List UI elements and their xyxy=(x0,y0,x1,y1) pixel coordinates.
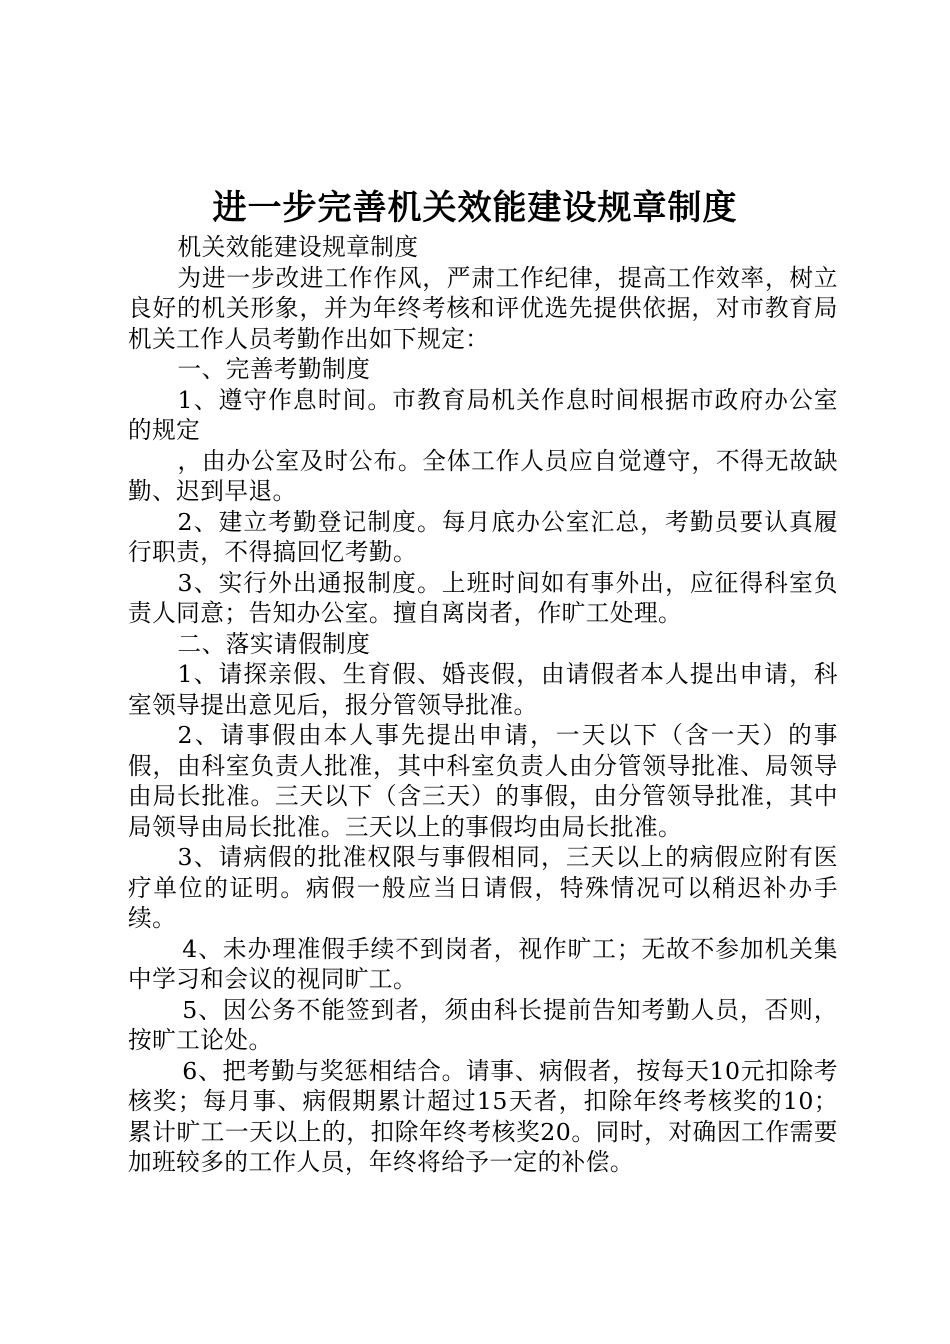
paragraph-item: 1、请探亲假、生育假、婚丧假，由请假者本人提出申请，科室领导提出意见后，报分管领导批准。 xyxy=(128,660,838,719)
paragraph-item: 1、遵守作息时间。市教育局机关作息时间根据市政府办公室的规定 xyxy=(128,385,838,444)
paragraph-intro: 为进一步改进工作作风，严肃工作纪律，提高工作效率，树立良好的机关形象，并为年终考核和评优选先提供依据，对市教育局机关工作人员考勤作出如下规定： xyxy=(128,263,838,353)
document-body xyxy=(128,232,838,1178)
document-title: 进一步完善机关效能建设规章制度 xyxy=(212,188,738,228)
paragraph-item: 2、建立考勤登记制度。每月底办公室汇总，考勤员要认真履行职责，不得搞回忆考勤。 xyxy=(128,507,838,566)
section-heading-attendance: 一、完善考勤制度 xyxy=(177,355,371,383)
paragraph-item: 2、请事假由本人事先提出申请，一天以下（含一天）的事假，由科室负责人批准，其中科室负责人由分管领导批准、局领导由局长批准。三天以下（含三天）的事假，由分管领导批准，其中局领导由局长批准。三天以上的事假均由局长批准。 xyxy=(128,721,838,841)
paragraph-item: ，由办公室及时公布。全体工作人员应自觉遵守，不得无故缺勤、迟到早退。 xyxy=(128,446,838,505)
paragraph-item: 3、请病假的批准权限与事假相同，三天以上的病假应附有医疗单位的证明。病假一般应当日请假，特殊情况可以稍迟补办手续。 xyxy=(128,843,838,932)
paragraph-item: 3、实行外出通报制度。上班时间如有事外出，应征得科室负责人同意；告知办公室。擅自离岗者，作旷工处理。 xyxy=(128,568,838,627)
paragraph-item: 6、把考勤与奖惩相结合。请事、病假者，按每天10元扣除考核奖；每月事、病假期累计超过15天者，扣除年终考核奖的10；累计旷工一天以上的，扣除年终考核奖20。同时，对确因工作需要加班较多的工作人员，年终将给予一定的补偿。 xyxy=(128,1056,838,1176)
section-heading-leave: 二、落实请假制度 xyxy=(177,629,371,658)
paragraph-item: 4、未办理准假手续不到岗者，视作旷工；无故不参加机关集中学习和会议的视同旷工。 xyxy=(128,934,838,993)
paragraph-item: 5、因公务不能签到者，须由科长提前告知考勤人员，否则，按旷工论处。 xyxy=(128,995,838,1054)
paragraph-subtitle: 机关效能建设规章制度 xyxy=(177,233,419,261)
